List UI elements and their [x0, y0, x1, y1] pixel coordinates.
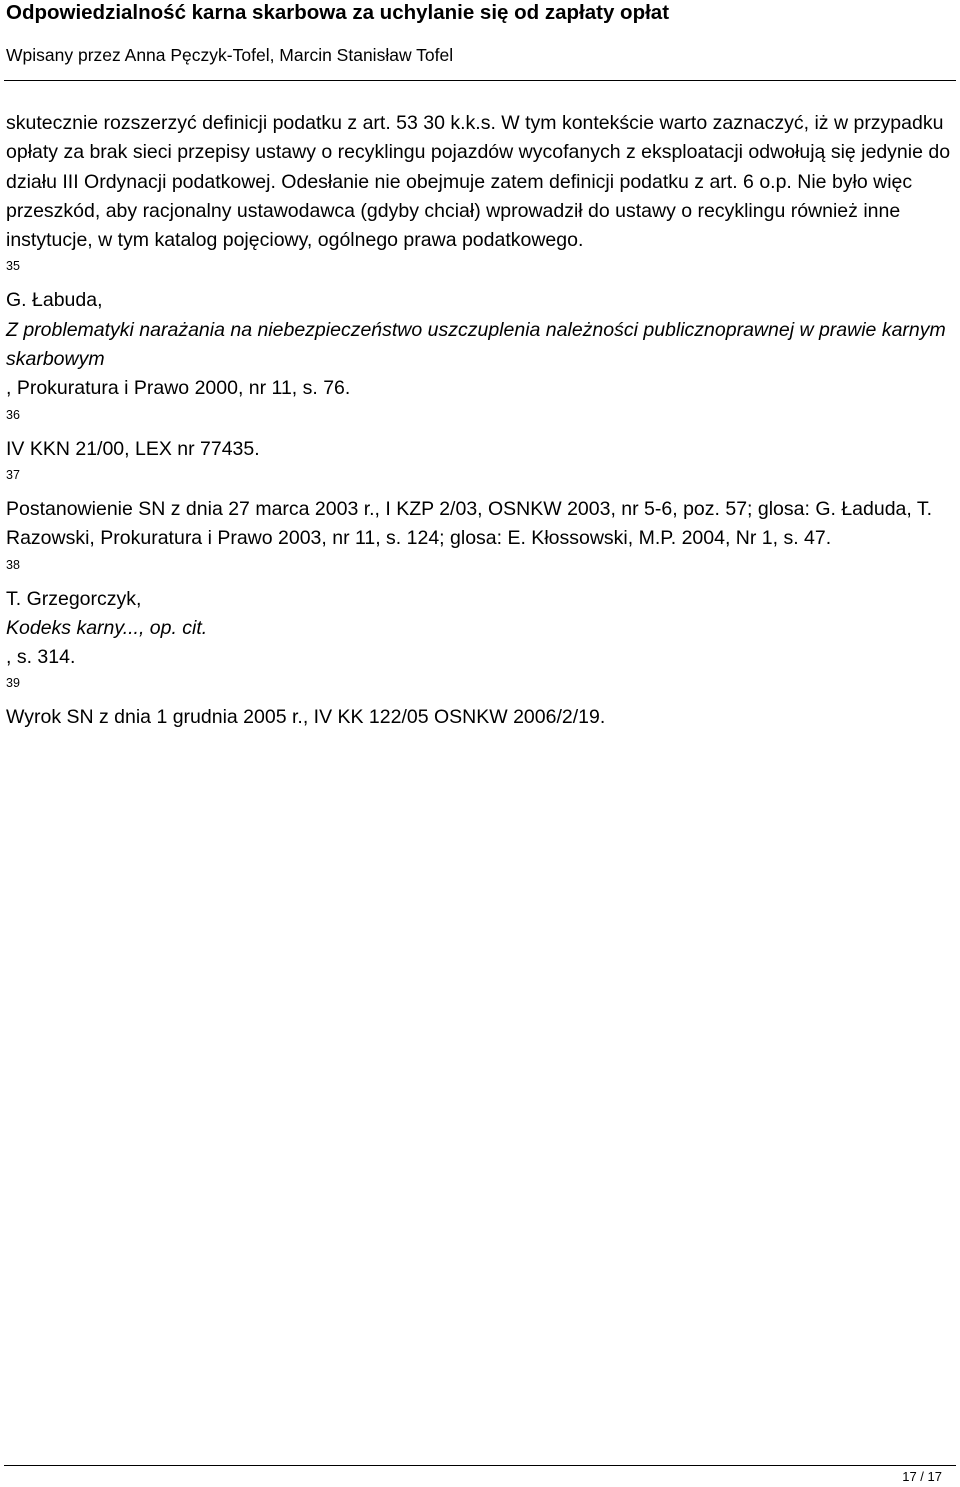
footnote-source: , s. 314.: [6, 646, 76, 669]
footnote-35: [6, 258, 954, 403]
footnote-number: 38: [6, 557, 20, 572]
footer-divider: [4, 1465, 956, 1466]
document-title: Odpowiedzialność karna skarbowa za uchylanie się od zapłaty opłat: [6, 1, 670, 24]
footnote-source: , Prokuratura i Prawo 2000, nr 11, s. 76.: [6, 377, 351, 400]
footnote-text: Wyrok SN z dnia 1 grudnia 2005 r., IV KK 122/05 OSNKW 2006/2/19.: [6, 706, 606, 729]
footnote-text: IV KKN 21/00, LEX nr 77435.: [6, 437, 260, 460]
footnote-37: [6, 467, 954, 554]
footnote-text: Postanowienie SN z dnia 27 marca 2003 r., I KZP 2/03, OSNKW 2003, nr 5-6, poz. 57; glosa: G. Ładuda, T. Razowski, Prokuratura i Prawo 2003, nr 11, s. 124; glosa: E. Kłossowski, M.P. 2004, Nr 1, s. 47.: [6, 497, 933, 550]
footnote-work-title: Z problematyki narażania na niebezpieczeństwo uszczuplenia należności publicznoprawnej w prawie karnym skarbowym: [6, 318, 946, 371]
footnote-38: [6, 557, 954, 673]
body-paragraph: skutecznie rozszerzyć definicji podatku z art. 53 30 k.k.s. W tym kontekście warto zaznaczyć, iż w przypadku opłaty za brak sieci przepisy ustawy o recyklingu pojazdów wycofanych z eksploatacji odwołują się jedynie do działu III Ordynacji podatkowej. Odesłanie nie obejmuje zatem definicji podatku z art. 6 o.p. Nie było więc przeszkód, aby racjonalny ustawodawca (gdyby chciał) wprowadził do ustawy o recyklingu również inne instytucje, w tym katalog pojęciowy, ogólnego prawa podatkowego.: [6, 112, 951, 252]
document-content: [6, 109, 954, 733]
page-number: 17 / 17: [902, 1469, 942, 1484]
header-divider: [4, 80, 956, 81]
footnote-36: [6, 407, 954, 464]
footnote-number: 37: [6, 467, 20, 482]
footnote-39: [6, 675, 954, 732]
footnote-number: 36: [6, 407, 20, 422]
footnote-number: 35: [6, 259, 20, 274]
footnote-number: 39: [6, 676, 20, 691]
document-authors: Wpisany przez Anna Pęczyk-Tofel, Marcin Stanisław Tofel: [6, 45, 454, 65]
footnote-author: G. Łabuda,: [6, 289, 103, 312]
footnote-author: T. Grzegorczyk,: [6, 587, 142, 610]
footnote-work-title: Kodeks karny..., op. cit.: [6, 616, 208, 639]
